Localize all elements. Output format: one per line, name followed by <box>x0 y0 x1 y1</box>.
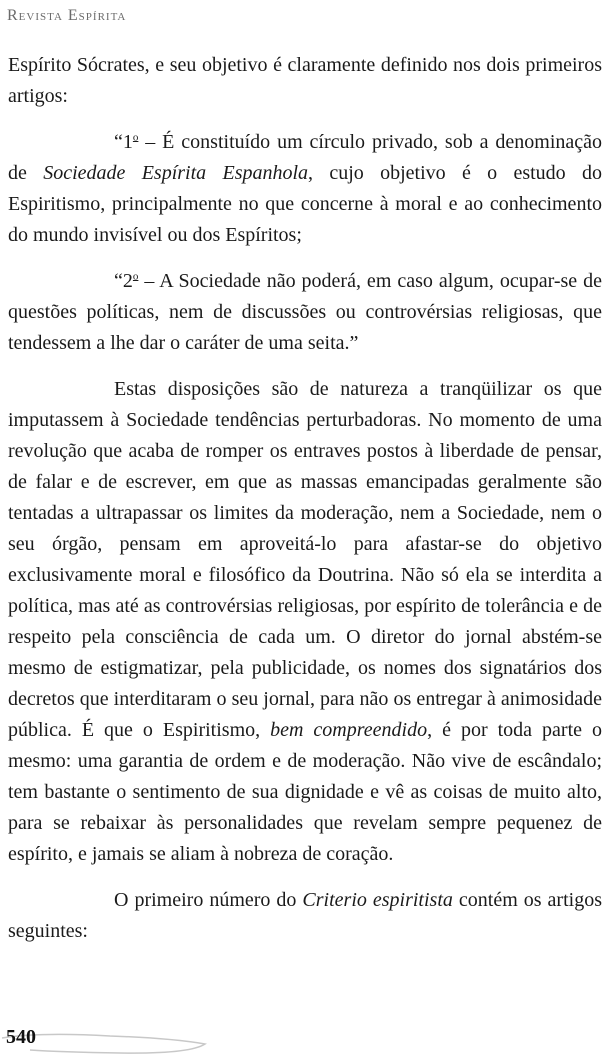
p4-italic: bem compreendido <box>270 719 428 741</box>
p3-quote-start: “2 <box>114 270 133 292</box>
p3-ordinal: o <box>132 270 139 283</box>
p5-text-1: O primeiro número do <box>114 889 303 911</box>
paragraph-1: Espírito Sócrates, e seu objetivo é claramente definido nos dois primeiros artigos: <box>8 54 602 107</box>
p4-text-2: , é por toda parte o mesmo: uma garantia de ordem e de moderação. Não vive de escândalo; tem bastante o sentimento de sua dignidade e vê as coisas de muito alto, para se rebaixar às personalidades que revelam sempre pequenez de espírito, e jamais se aliam à nobreza de coração. <box>8 719 602 865</box>
p2-quote-start: “1 <box>114 131 133 153</box>
p2-ordinal: o <box>132 131 139 144</box>
p4-text-1: Estas disposições são de natureza a tranqüilizar os que imputassem à Sociedade tendências perturbadoras. No momento de uma revolução que acaba de romper os entraves postos à liberdade de pensar, de falar e de escrever, em que as massas emancipadas geralmente são tentadas a ultrapassar os limites da moderação, nem a Sociedade, nem o seu órgão, pensam em aproveitá-lo para afastar-se do objetivo exclusivamente moral e filosófico da Doutrina. Não só ela se interdita a política, mas até as controvérsias religiosas, por espírito de tolerância e de respeito pela consciência de cada um. O diretor do jornal abstém-se mesmo de estigmatizar, pela publicidade, os nomes dos signatários dos decretos que interditaram o seu jornal, para não os entregar à animosidade pública. É que o Espiritismo, <box>8 378 602 741</box>
page-number: 540 <box>6 1026 36 1048</box>
p5-text-2: contém os artigos seguintes: <box>8 889 602 942</box>
body-text <box>8 50 602 947</box>
p2-text-2: , cujo objetivo é o estudo do Espiritismo, principalmente no que concerne à moral e ao conhecimento do mundo invisível ou dos Espíritos; <box>8 162 602 246</box>
paragraph-4 <box>8 374 602 870</box>
p2-text-1: – É constituído um círculo privado, sob a denominação de <box>8 131 602 184</box>
p5-italic: Criterio espiritista <box>302 889 453 911</box>
p3-text: – A Sociedade não poderá, em caso algum, ocupar-se de questões políticas, nem de discussões ou controvérsias religiosas, que tendessem a lhe dar o caráter de uma seita.” <box>8 270 602 354</box>
p2-italic: Sociedade Espírita Espanhola <box>43 162 309 184</box>
running-header: Revista Espírita <box>7 7 127 24</box>
paragraph-5 <box>8 885 602 947</box>
paragraph-3 <box>8 266 602 359</box>
paragraph-2 <box>8 127 602 251</box>
